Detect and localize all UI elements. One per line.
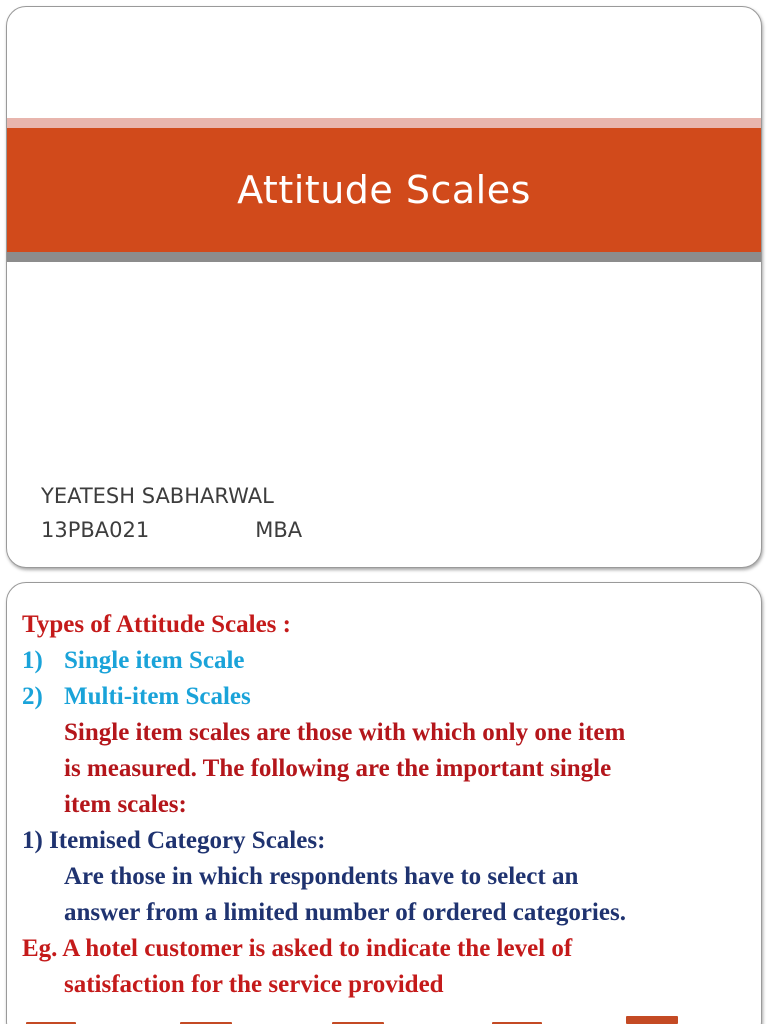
example-line: Eg. A hotel customer is asked to indicate the level of <box>22 935 573 962</box>
author-name: YEATESH SABHARWAL <box>41 484 274 508</box>
peek-bar <box>626 1016 678 1024</box>
next-slide-peek <box>0 1018 768 1024</box>
title-band <box>7 128 761 252</box>
list-number: 1) <box>22 647 43 674</box>
definition-line: item scales: <box>64 791 187 818</box>
list-text: Single item Scale <box>64 647 245 674</box>
title-slide <box>6 6 762 568</box>
title-band-top-stripe <box>7 118 761 128</box>
slide-title: Attitude Scales <box>237 168 531 212</box>
title-band-bottom-stripe <box>7 252 761 262</box>
author-details <box>41 513 302 547</box>
definition-line: Single item scales are those with which only one item <box>64 719 626 746</box>
section-heading: Types of Attitude Scales : <box>22 611 291 638</box>
subheading: 1) Itemised Category Scales: <box>22 827 326 854</box>
slide-body <box>22 607 751 1003</box>
subtitle-block <box>41 479 302 547</box>
description-line: answer from a limited number of ordered categories. <box>64 899 626 926</box>
list-item <box>22 679 751 715</box>
list-text: Multi-item Scales <box>64 683 251 710</box>
example-line: satisfaction for the service provided <box>64 971 444 998</box>
list-item <box>22 643 751 679</box>
content-slide <box>6 582 762 1024</box>
program-name: MBA <box>255 518 303 542</box>
definition-line: is measured. The following are the important single <box>64 755 612 782</box>
list-number: 2) <box>22 683 43 710</box>
description-line: Are those in which respondents have to select an <box>64 863 579 890</box>
roll-number: 13PBA021 <box>41 518 150 542</box>
